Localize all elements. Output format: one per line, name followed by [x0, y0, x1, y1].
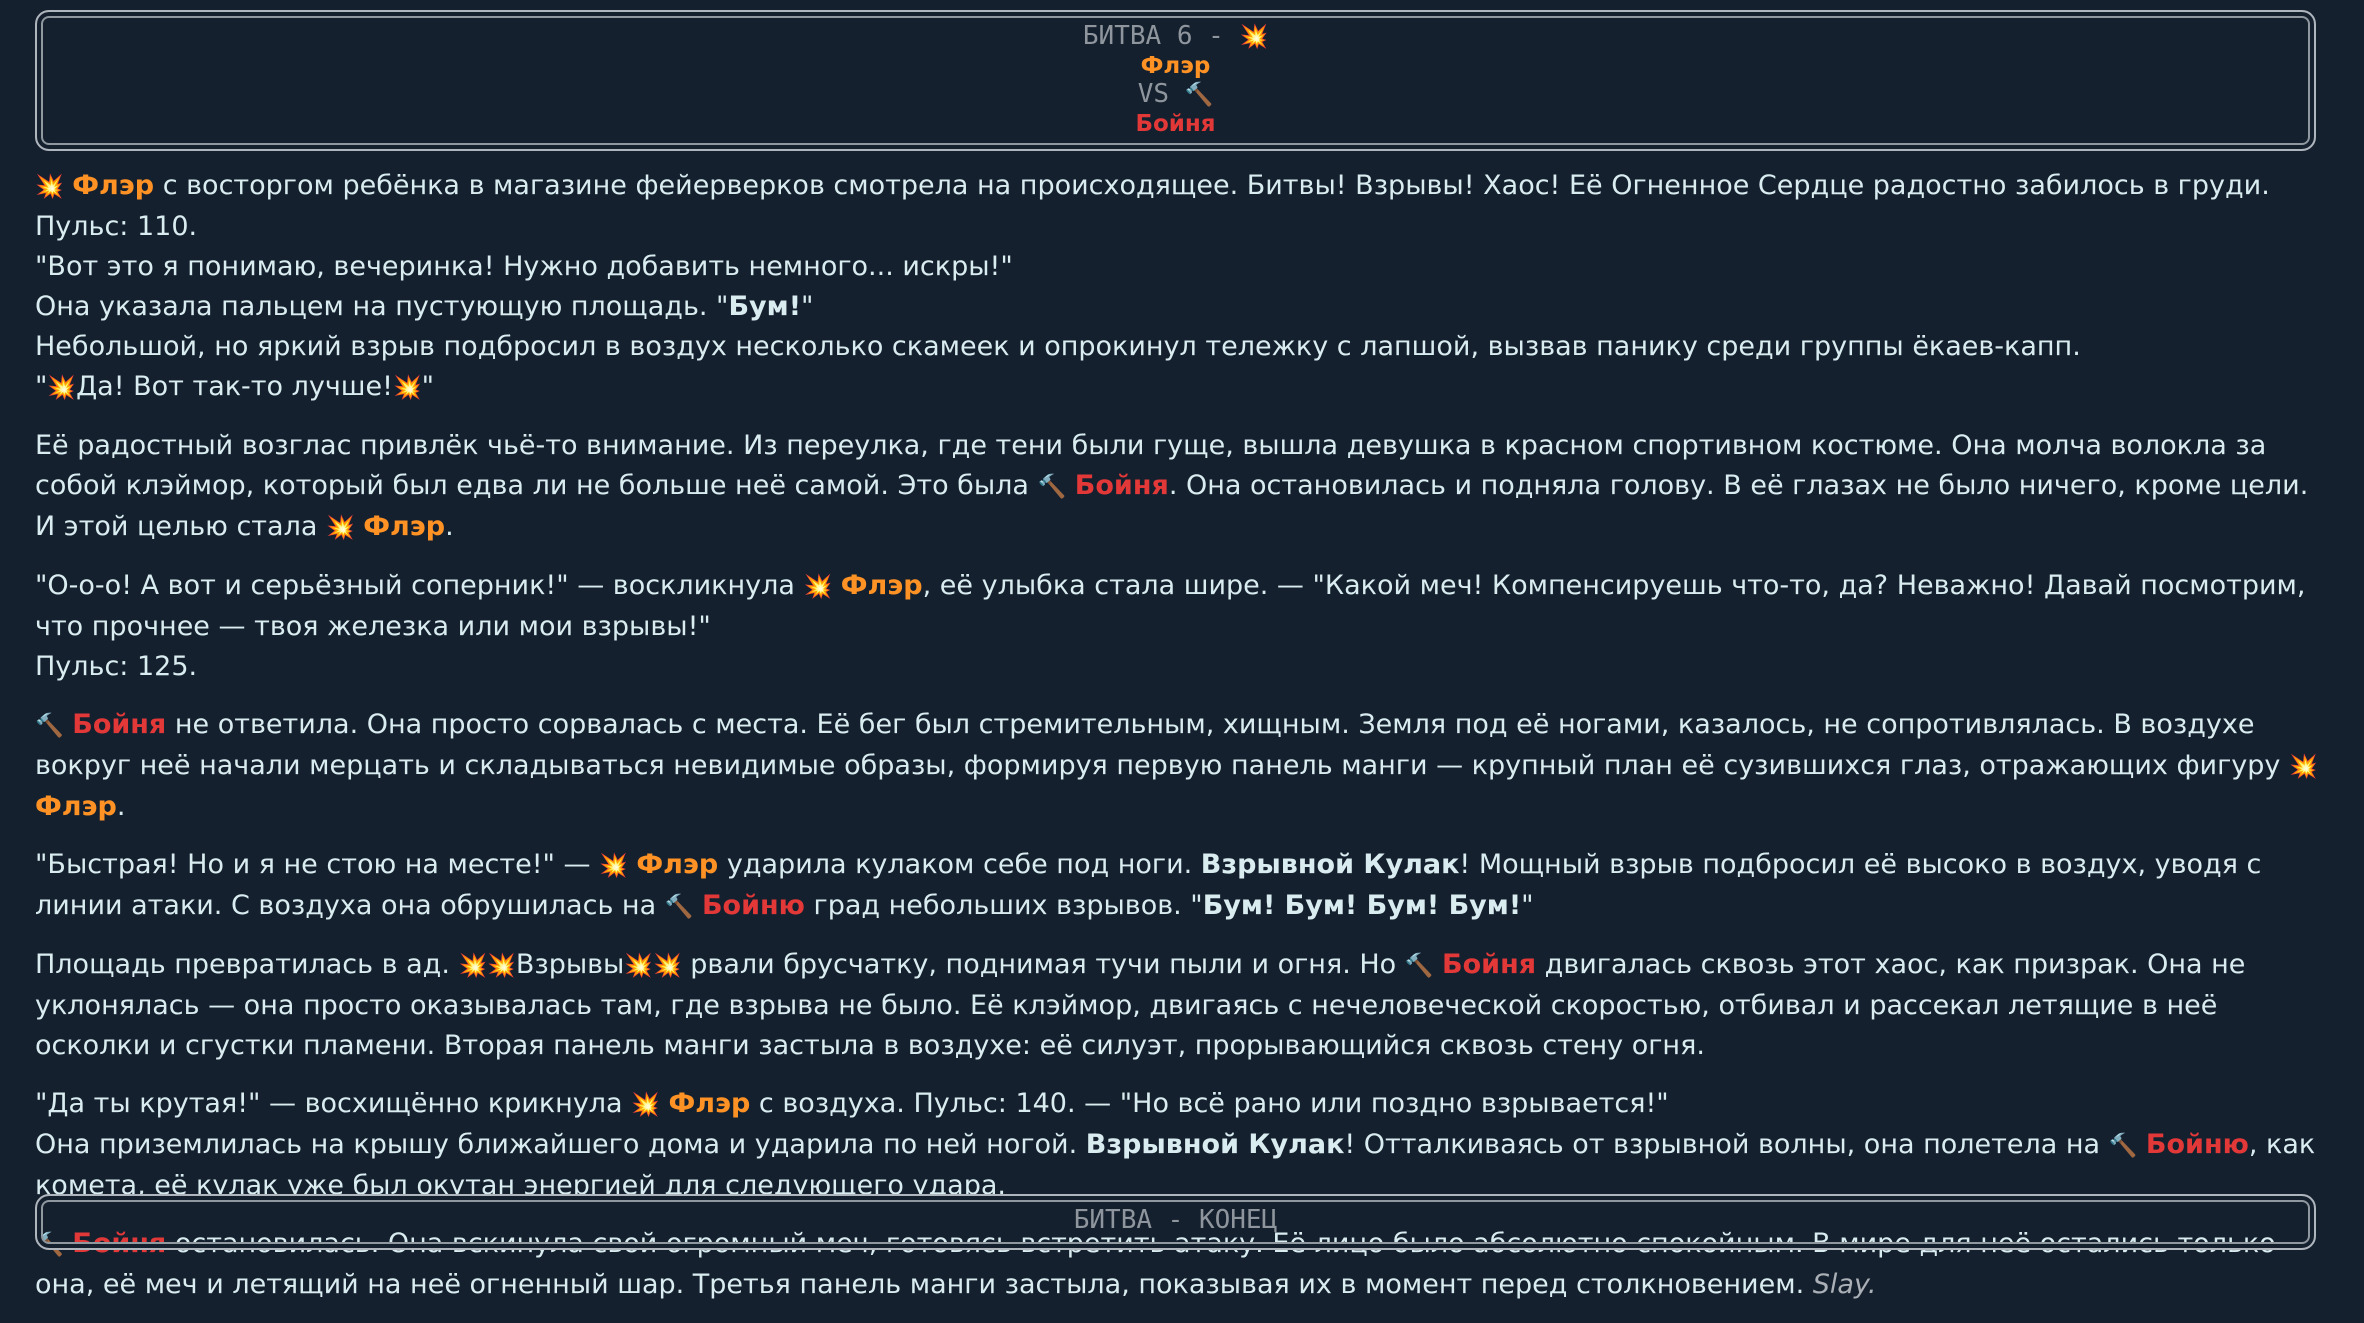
- explosion-icon: 💥: [653, 953, 682, 979]
- story-paragraph-3: "О-о-о! А вот и серьёзный соперник!" — воскликнула 💥 Флэр, её улыбка стала шире. — "Какой меч! Компенсируешь что-то, да? Неважно! Давай посмотрим, что прочнее — твоя железка или мои взрывы!" Пульс: 125.: [35, 566, 2330, 687]
- footer-text: БИТВА - КОНЕЦ: [1073, 1205, 1278, 1235]
- fighter-name-flare: Флэр: [840, 570, 923, 601]
- explosion-icon: 💥: [47, 375, 77, 401]
- hammer-icon: 🔨: [1037, 474, 1067, 500]
- hammer-icon: 🔨: [664, 894, 694, 920]
- battle-title: БИТВА 6 -: [1082, 21, 1224, 51]
- explosion-icon: 💥: [458, 953, 488, 979]
- story-paragraph-2: Её радостный возглас привлёк чьё-то внимание. Из переулка, где тени были гуще, вышла девушка в красном спортивном костюме. Она молча волокла за собой клэймор, который был едва ли не больше неё самой. Это была 🔨 Бойня. Она остановилась и подняла голову. В её глазах не было ничего, кроме цели. И этой целью стала 💥 Флэр.: [35, 426, 2330, 548]
- fighter-name-flare: Флэр: [363, 511, 446, 542]
- hammer-icon: 🔨: [2108, 1133, 2138, 1159]
- fighter-name-slaughter: Бойня: [72, 709, 167, 740]
- hammer-icon: 🔨: [1184, 82, 1214, 108]
- fighter-name-slaughter: Бойня: [1442, 949, 1537, 980]
- fighter-name-slaughter: Бойня: [1074, 470, 1169, 501]
- hammer-icon: 🔨: [35, 1232, 64, 1258]
- explosion-icon: 💥: [599, 853, 628, 879]
- fighter1-name: Флэр: [1140, 53, 1211, 79]
- battle-story: [35, 166, 2330, 1323]
- explosion-icon: 💥: [624, 953, 654, 979]
- explosion-icon: 💥: [325, 515, 355, 541]
- fighter-name-flare: Флэр: [72, 170, 155, 201]
- hammer-icon: 🔨: [1404, 953, 1434, 979]
- fighter-name-flare: Флэр: [636, 849, 719, 880]
- story-paragraph-5: "Быстрая! Но и я не стою на месте!" — 💥 Флэр ударила кулаком себе под ноги. Взрывной Кулак! Мощный взрыв подбросил её высоко в воздух, уводя с линии атаки. С воздуха она обрушилась на 🔨 Бойню град небольших взрывов. "Бум! Бум! Бум! Бум!": [35, 845, 2330, 927]
- battle-footer: [35, 1194, 2316, 1250]
- fighter2-name: Бойня: [1135, 111, 1216, 137]
- explosion-icon: 💥: [631, 1092, 660, 1118]
- fighter-name-slaughter: Бойня: [72, 1228, 167, 1259]
- explosion-icon: 💥: [803, 574, 833, 600]
- vs-label: VS: [1137, 79, 1169, 109]
- fighter-name-flare: Флэр: [35, 791, 117, 822]
- story-paragraph-8: 🔨 Бойня остановилась. Она вскинула свой огромный меч, готовясь встретить атаку. Её лицо было абсолютно спокойным. В мире для неё остались только она, её меч и летящий на неё огненный шар. Третья панель манги застыла, показывая их в момент перед столкновением. Slay.: [35, 1224, 2330, 1305]
- skill-name: Взрывной Кулак: [1085, 1129, 1345, 1160]
- explosion-icon: 💥: [1239, 24, 1269, 50]
- battle-header: [35, 10, 2316, 151]
- explosion-icon: 💥: [2288, 754, 2318, 780]
- fighter-name-slaughter: Бойню: [2145, 1129, 2249, 1160]
- hammer-icon: 🔨: [35, 713, 64, 739]
- explosion-icon: 💥: [487, 953, 516, 979]
- fighter-name-slaughter: Бойню: [701, 890, 805, 921]
- slay-text: Slay.: [1812, 1269, 1877, 1300]
- explosion-icon: 💥: [392, 375, 422, 401]
- story-paragraph-6: Площадь превратилась в ад. 💥💥Взрывы💥💥 рвали брусчатку, поднимая тучи пыли и огня. Но 🔨 Бойня двигалась сквозь этот хаос, как призрак. Она не уклонялась — она просто оказывалась там, где взрыва не было. Её клэймор, двигаясь с нечеловеческой скоростью, отбивал и рассекал летящие в неё осколки и сгустки пламени. Вторая панель манги застыла в воздухе: её силуэт, прорывающийся сквозь стену огня.: [35, 945, 2330, 1066]
- story-paragraph-7: "Да ты крутая!" — восхищённо крикнула 💥 Флэр с воздуха. Пульс: 140. — "Но всё рано или поздно взрывается!" Она приземлилась на крышу ближайшего дома и ударила по ней ногой. Взрывной Кулак! Отталкиваясь от взрывной волны, она полетела на 🔨 Бойню, как комета, её кулак уже был окутан энергией для следующего удара.: [35, 1084, 2330, 1206]
- story-paragraph-1: 💥 Флэр с восторгом ребёнка в магазине фейерверков смотрела на происходящее. Битвы! Взрывы! Хаос! Её Огненное Сердце радостно забилось в груди. Пульс: 110. "Вот это я понимаю, вечеринка! Нужно добавить немного... искры!" Она указала пальцем на пустующую площадь. "Бум!" Небольшой, но яркий взрыв подбросил в воздух несколько скамеек и опрокинул тележку с лапшой, вызвав панику среди группы ёкаев-капп. "💥Да! Вот так-то лучше!💥": [35, 166, 2330, 408]
- story-paragraph-4: 🔨 Бойня не ответила. Она просто сорвалась с места. Её бег был стремительным, хищным. Земля под её ногами, казалось, не сопротивлялась. В воздухе вокруг неё начали мерцать и складываться невидимые образы, формируя первую панель манги — крупный план её сузившихся глаз, отражающих фигуру 💥 Флэр.: [35, 705, 2330, 827]
- fighter-name-flare: Флэр: [668, 1088, 751, 1119]
- skill-name: Взрывной Кулак: [1200, 849, 1460, 880]
- explosion-icon: 💥: [35, 174, 64, 200]
